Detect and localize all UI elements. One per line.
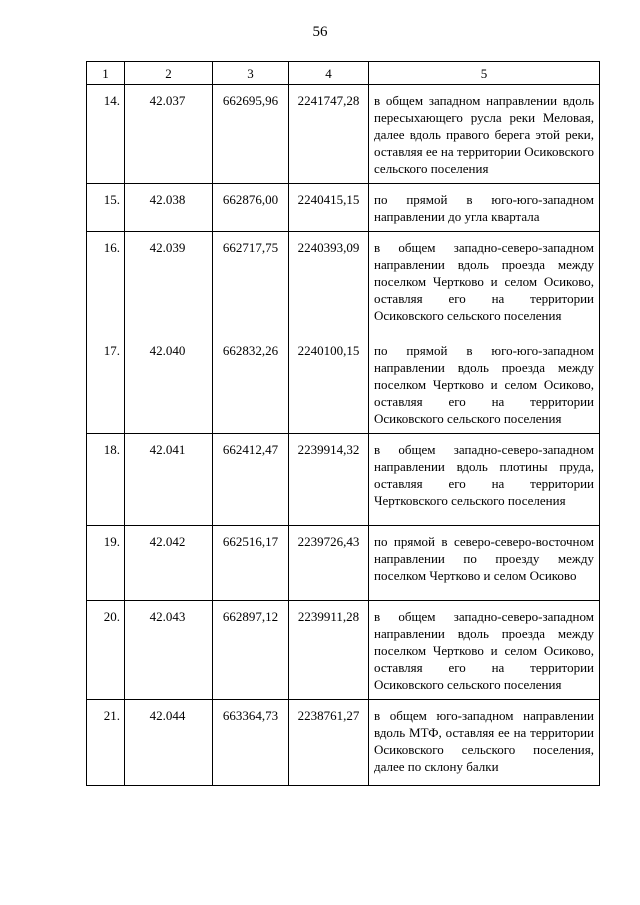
table-row bbox=[87, 525, 600, 600]
coordinate-x: 662695,96 bbox=[213, 85, 289, 184]
point-id: 42.042 bbox=[125, 525, 213, 600]
point-id: 42.040 bbox=[125, 335, 213, 434]
row-number: 17. bbox=[87, 335, 125, 434]
table-row bbox=[87, 85, 600, 184]
row-number: 20. bbox=[87, 600, 125, 699]
point-id: 42.039 bbox=[125, 232, 213, 335]
page-number: 56 bbox=[312, 24, 328, 40]
coordinate-x: 663364,73 bbox=[213, 699, 289, 785]
point-id: 42.038 bbox=[125, 184, 213, 232]
column-header: 2 bbox=[125, 62, 213, 85]
boundary-description: в общем западно-северо-западном направлении вдоль проезда между поселком Чертково и селом Осиково, оставляя его на территории Осиковского сельского поселения bbox=[369, 232, 600, 335]
coordinate-y: 2239911,28 bbox=[289, 600, 369, 699]
point-id: 42.037 bbox=[125, 85, 213, 184]
point-id: 42.044 bbox=[125, 699, 213, 785]
coordinate-x: 662832,26 bbox=[213, 335, 289, 434]
table-row bbox=[87, 433, 600, 525]
boundary-description: по прямой в северо-северо-восточном направлении по проезду между поселком Чертково и селом Осиково bbox=[369, 525, 600, 600]
coordinate-x: 662516,17 bbox=[213, 525, 289, 600]
row-number: 15. bbox=[87, 184, 125, 232]
boundary-description: в общем западно-северо-западном направлении вдоль проезда между поселком Чертково и селом Осиково, оставляя его на территории Осиковского сельского поселения bbox=[369, 600, 600, 699]
coordinate-y: 2240415,15 bbox=[289, 184, 369, 232]
boundary-description: по прямой в юго-юго-западном направлении вдоль проезда между поселком Чертково и селом Осиково, оставляя его на территории Осиковского сельского поселения bbox=[369, 335, 600, 434]
row-number: 21. bbox=[87, 699, 125, 785]
coordinate-x: 662412,47 bbox=[213, 433, 289, 525]
boundary-points-table bbox=[86, 61, 600, 786]
row-number: 18. bbox=[87, 433, 125, 525]
coordinate-y: 2241747,28 bbox=[289, 85, 369, 184]
table-row bbox=[87, 232, 600, 335]
boundary-description: в общем западном направлении вдоль пересыхающего русла реки Меловая, далее вдоль правого берега этой реки, оставляя ее на территории Осиковского сельского поселения bbox=[369, 85, 600, 184]
table-row bbox=[87, 699, 600, 785]
column-header: 5 bbox=[369, 62, 600, 85]
coordinate-x: 662876,00 bbox=[213, 184, 289, 232]
point-id: 42.043 bbox=[125, 600, 213, 699]
table-row bbox=[87, 184, 600, 232]
coordinate-y: 2238761,27 bbox=[289, 699, 369, 785]
boundary-description: по прямой в юго-юго-западном направлении до угла квартала bbox=[369, 184, 600, 232]
column-header: 1 bbox=[87, 62, 125, 85]
coordinate-x: 662897,12 bbox=[213, 600, 289, 699]
coordinate-x: 662717,75 bbox=[213, 232, 289, 335]
point-id: 42.041 bbox=[125, 433, 213, 525]
row-number: 19. bbox=[87, 525, 125, 600]
boundary-description: в общем юго-западном направлении вдоль МТФ, оставляя ее на территории Осиковского сельского поселения, далее по склону балки bbox=[369, 699, 600, 785]
column-header: 4 bbox=[289, 62, 369, 85]
column-header: 3 bbox=[213, 62, 289, 85]
coordinate-y: 2240100,15 bbox=[289, 335, 369, 434]
table-header-row bbox=[87, 62, 600, 85]
coordinate-y: 2240393,09 bbox=[289, 232, 369, 335]
row-number: 16. bbox=[87, 232, 125, 335]
boundary-description: в общем западно-северо-западном направлении вдоль плотины пруда, оставляя его на территории Чертковского сельского поселения bbox=[369, 433, 600, 525]
table-row bbox=[87, 335, 600, 434]
coordinate-y: 2239726,43 bbox=[289, 525, 369, 600]
row-number: 14. bbox=[87, 85, 125, 184]
coordinate-y: 2239914,32 bbox=[289, 433, 369, 525]
table-row bbox=[87, 600, 600, 699]
